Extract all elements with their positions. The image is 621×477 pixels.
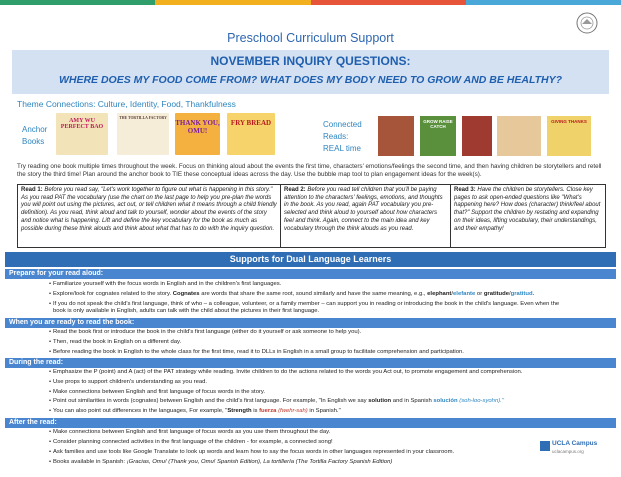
list-item: • Explore/look for cognates related to the story. Cognates are words that share the same root, sound similarly and have the same meaning, e.g., elephant/elefante or gratitude/gratitud. [49,291,535,297]
read-2-cell: Read 2: Before you read tell children that you'll be paying attention to the characters' feelings, emotions, and thoughts in the book. As you read, again PAT vocabulary you pre-selected and think aloud to yourself about how characters feel and think. Again, connect to the main idea and key vocabulary through the think alouds as you read. [281,185,451,247]
read-3-cell: Read 3: Have the children be storytellers. Close key pages to ask open-ended questions like "What's happening here? How does (character) think/feel about that?" Support the children by restating and expanding on their ideas, lifting vocabulary, their understandings, and their empathy! [454,187,601,232]
list-item: • Read the book first or introduce the book in the child's first language (either do it yourself or ask someone to help you). [49,329,362,335]
book-cover-amy-wu[interactable]: AMY WU PERFECT BAO [56,113,108,155]
list-item: • Ask families and use tools like Google Translate to look up words and learn how to say the focus words in other languages represented in your classroom. [49,449,455,455]
list-item: • Use props to support children's understanding as you read. [49,379,208,385]
book-cover-tortilla-factory[interactable]: THE TORTILLA FACTORY [117,113,169,155]
section-after: After the read: [5,418,616,428]
footer-brand: UCLA Campus [552,440,598,447]
list-item: • Books available in Spanish: ¡Gracias, Omu! (Thank you, Omu! Spanish Edition), La tortillería (The Tortilla Factory Spanish Edition) [49,459,393,465]
footer-url: uclacampus.org [552,449,584,454]
list-item: • Then, read the book in English on a different day. [49,339,182,345]
banner-subtitle: WHERE DOES MY FOOD COME FROM? WHAT DOES MY BODY NEED TO GROW AND BE HEALTHY? [58,74,563,86]
inquiry-banner [12,50,609,94]
top-color-bar [0,0,621,5]
campus-logo-icon [540,441,550,451]
theme-connections: Theme Connections: Culture, Identity, Food, Thankfulness [17,99,236,109]
list-item: • Before reading the book in English to the whole class for the first time, read it to DLLs in English in a small group to facilitate comprehension and participation. [49,349,464,355]
banner-title: NOVEMBER INQUIRY QUESTIONS: [210,54,411,68]
read-1-cell: Read 1: Before you read say, "Let's work together to figure out what is happening in this story." As you read PAT the vocabulary (use the chart on the last page to help you pre-plan the words you will point out using the pictures, act out, or tell children what it means through a child friendly definition). As you read, think aloud and talk to yourself, wonder about the events of the story and notice what is happening. Lift and define the key vocabulary for the book as much as possible during these think alouds and think about what that has to do with the inquiry question. [18,185,281,247]
list-item: • Make connections between English and first language of focus words in the story. [49,389,266,395]
section-prepare: Prepare for your read aloud: [5,269,616,279]
dual-language-header: Supports for Dual Language Learners [5,252,616,267]
list-item: • Make connections between English and first language of focus words as you use them throughout the day. [49,429,331,435]
intro-text: Try reading one book multiple times throughout the week. Focus on thinking aloud about the events the first time, characters' emotions/feelings the second time, and then having children be storytellers and retell the story the third time! Plan around the anchor book to TIE these conceptual ideas across the day. Use the bubble map tool to plan engagement ideas for the week(s). [17,163,602,178]
footer-logo [540,438,600,458]
book-cover-giving-thanks[interactable]: GIVING THANKS [547,116,591,156]
page-title: Preschool Curriculum Support [227,31,394,45]
section-ready: When you are ready to read the book: [5,318,616,328]
book-cover-connected-3[interactable] [462,116,492,156]
list-item: • Consider planning connected activities in the first language of the children - for example, a connected song! [49,439,333,445]
book-cover-thank-you-omu[interactable]: THANK YOU, OMU! [175,113,220,155]
book-cover-connected-4[interactable] [497,116,541,156]
list-item: • Emphasize the P (point) and A (act) of the PAT strategy while reading. Invite children to do the actions related to the words you Act out, to promote engagement and comprehension. [49,369,523,375]
book-cover-connected-1[interactable] [378,116,414,156]
read-plan-table [17,184,606,248]
section-during: During the read: [5,358,616,368]
list-item: • You can also point out differences in the languages, For example, "Strength is fuerza (fwehr-sah) in Spanish." [49,408,341,414]
list-item-continued: book is only available in English, adults can talk with the child about the pictures in their first language. [53,308,320,314]
anchor-books-label: Anchor Books [22,125,48,146]
list-item: • If you do not speak the child's first language, think of who – a colleague, volunteer, or a family member – can support you in reading or introducing the book in the child's language. Even when the [49,301,560,307]
book-cover-fry-bread[interactable]: FRY BREAD [227,113,275,155]
connected-reads-label: Connected Reads: REAL time [323,120,362,153]
list-item: • Familiarize yourself with the focus words in English and in the children's first languages. [49,281,282,287]
book-cover-grow-raise-catch[interactable]: GROW RAISE CATCH [420,116,456,156]
list-item: • Point out similarities in words (cognates) between English and the child's first language. For example, "In English we say solution and in Spanish solución (soh-loo-syohn)." [49,398,504,404]
